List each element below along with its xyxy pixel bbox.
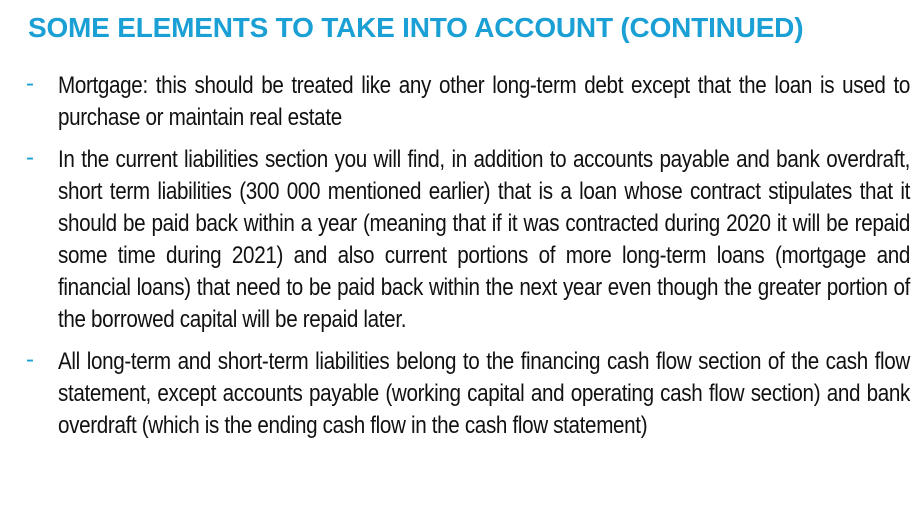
bullet-dash-icon: -: [26, 70, 34, 97]
bullet-item-mortgage: [26, 70, 910, 134]
bullet-dash-icon: -: [26, 144, 34, 171]
bullet-list: [26, 70, 910, 452]
bullet-dash-icon: -: [26, 346, 34, 373]
slide-title: SOME ELEMENTS TO TAKE INTO ACCOUNT (CONTINUED): [28, 12, 804, 43]
bullet-text: Mortgage: this should be treated like any other long-term debt except that the loan is used to purchase or maintain real estate: [58, 72, 910, 131]
bullet-item-financing-cash-flow: [26, 346, 910, 442]
bullet-text: All long-term and short-term liabilities belong to the financing cash flow section of the cash flow statement, except accounts payable (working capital and operating cash flow section) and bank overdraft (which is the ending cash flow in the cash flow statement): [58, 348, 910, 439]
bullet-text: In the current liabilities section you will find, in addition to accounts payable and bank overdraft, short term liabilities (300 000 mentioned earlier) that is a loan whose contract stipulates that it should be paid back within a year (meaning that if it was contracted during 2020 it will be repaid some time during 2021) and also current portions of more long-term loans (mortgage and financial loans) that need to be paid back within the next year even though the greater portion of the borrowed capital will be repaid later.: [58, 146, 910, 333]
bullet-item-current-liabilities: [26, 144, 910, 336]
